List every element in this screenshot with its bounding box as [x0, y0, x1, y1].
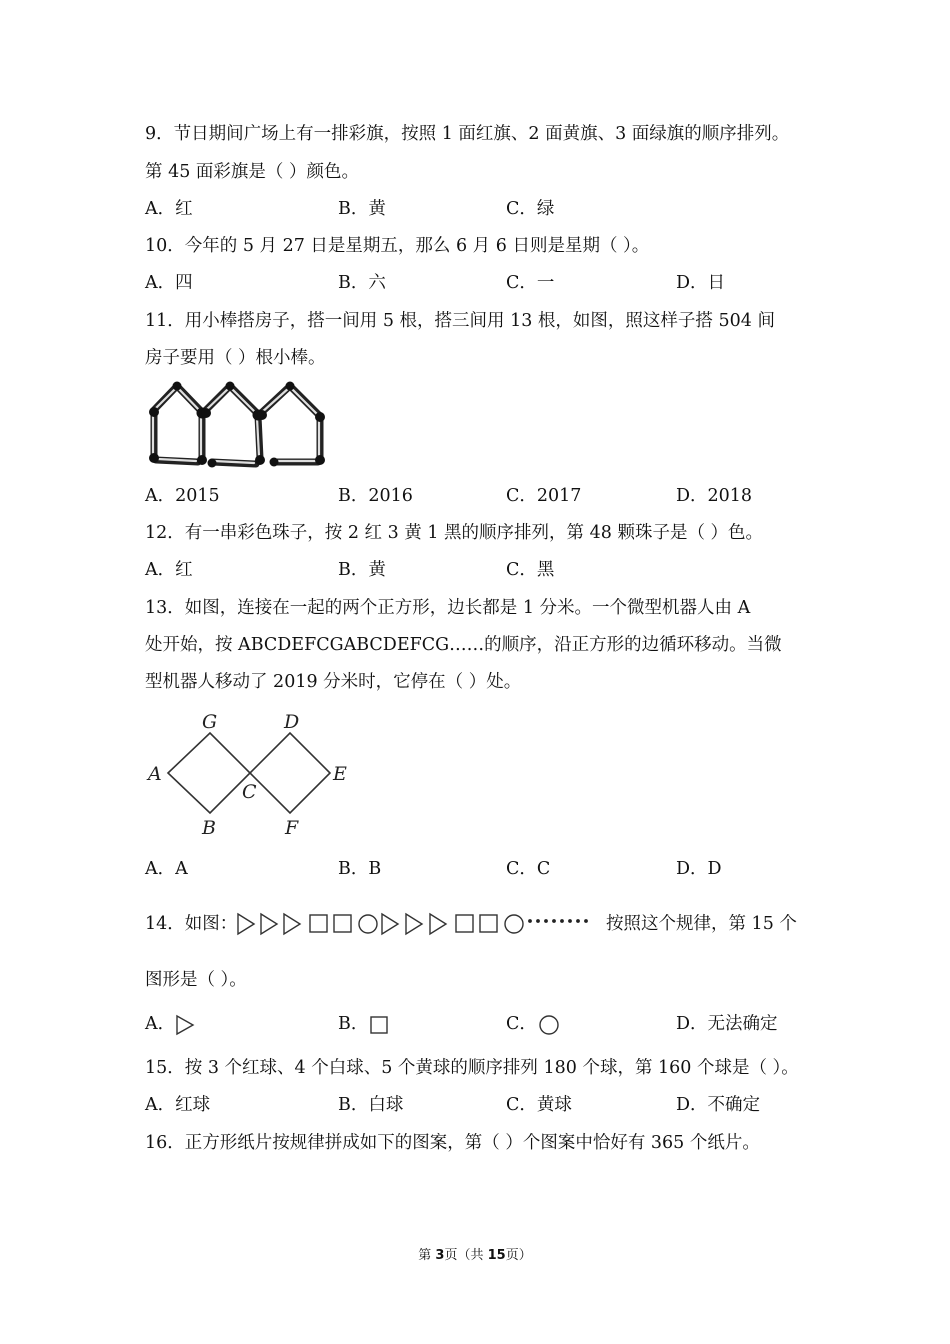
q14-option-c-prefix: C． — [506, 1014, 537, 1034]
q13-option-d: D．D — [676, 859, 722, 879]
q14-option-d: D．无法确定 — [676, 1014, 778, 1034]
q11-option-b: B．2016 — [338, 486, 413, 506]
q16-line1: 16．正方形纸片按规律拼成如下的图案，第（ ）个图案中恰好有 365 个纸片。 — [145, 1133, 760, 1153]
q15-option-c: C．黄球 — [506, 1095, 572, 1115]
q14-option-b — [338, 1012, 390, 1036]
label-g: G — [202, 711, 218, 733]
q13-option-c: C．C — [506, 859, 551, 879]
q13-option-b: B．B — [338, 859, 382, 879]
label-c: C — [242, 781, 257, 803]
q9-option-a: A．红 — [145, 199, 193, 219]
label-f: F — [285, 817, 299, 839]
footer-pre: 第 — [418, 1248, 436, 1263]
label-d: D — [284, 711, 300, 733]
q12-option-b: B．黄 — [338, 560, 386, 580]
square-icon — [368, 1014, 390, 1036]
q14-line2: 图形是（ ）。 — [145, 970, 247, 990]
q9-options — [145, 197, 845, 221]
circle-icon — [537, 1014, 561, 1036]
q14-option-b-prefix: B． — [338, 1014, 369, 1034]
q11-line1: 11．用小棒搭房子，搭一间用 5 根，搭三间用 13 根，如图，照这样子搭 504 间 — [145, 311, 775, 331]
q12-option-c: C．黑 — [506, 560, 555, 580]
q10-option-b: B．六 — [338, 273, 386, 293]
q10-options — [145, 271, 845, 295]
q15-line1: 15．按 3 个红球、4 个白球、5 个黄球的顺序排列 180 个球，第 160 个球是（ ）。 — [145, 1058, 799, 1078]
q15-option-d: D．不确定 — [676, 1095, 761, 1115]
q10-option-d: D．日 — [676, 273, 726, 293]
footer-post: 页） — [505, 1248, 532, 1263]
q10-option-c: C．一 — [506, 273, 555, 293]
label-b: B — [202, 817, 216, 839]
q13-line1: 13．如图，连接在一起的两个正方形，边长都是 1 分米。一个微型机器人由 A — [145, 598, 751, 618]
q12-option-a: A．红 — [145, 560, 193, 580]
q14-options — [145, 1012, 845, 1036]
q12-line1: 12．有一串彩色珠子，按 2 红 3 黄 1 黑的顺序排列，第 48 颗珠子是（ ）色。 — [145, 523, 764, 543]
q11-option-d: D．2018 — [676, 486, 753, 506]
q13-option-a: A．A — [145, 859, 188, 879]
q13-line3: 型机器人移动了 2019 分米时，它停在（ ）处。 — [145, 672, 522, 692]
q11-option-a: A．2015 — [145, 486, 220, 506]
stick-houses-figure — [144, 380, 336, 472]
q15-option-a: A．红球 — [145, 1095, 211, 1115]
q12-options — [145, 558, 845, 582]
footer-total-pages: 15 — [487, 1248, 506, 1263]
q14-option-c — [506, 1012, 561, 1036]
q14-suffix: 按照这个规律，第 15 个 — [606, 914, 797, 934]
q9-line1: 9．节日期间广场上有一排彩旗，按照 1 面红旗、2 面黄旗、3 面绿旗的顺序排列。 — [145, 124, 790, 144]
q14-option-a-prefix: A． — [145, 1014, 176, 1034]
q10-line1: 10．今年的 5 月 27 日是星期五，那么 6 月 6 日则是星期（ ）。 — [145, 236, 650, 256]
q10-option-a: A．四 — [145, 273, 193, 293]
q9-line2: 第 45 面彩旗是（ ）颜色。 — [145, 162, 359, 182]
q11-option-c: C．2017 — [506, 486, 582, 506]
q11-options — [145, 484, 845, 508]
triangle-icon — [175, 1014, 195, 1036]
q9-option-b: B．黄 — [338, 199, 386, 219]
footer-page-number: 3 — [435, 1248, 445, 1263]
q11-line2: 房子要用（ ）根小棒。 — [145, 348, 326, 368]
q13-options — [145, 857, 845, 881]
q14-prefix: 14．如图： — [145, 914, 238, 934]
footer-mid: 页（共 — [444, 1248, 488, 1263]
page-footer — [0, 1244, 950, 1263]
q15-option-b: B．白球 — [338, 1095, 404, 1115]
q15-options — [145, 1093, 845, 1117]
label-a: A — [148, 763, 162, 785]
q9-option-c: C．绿 — [506, 199, 555, 219]
label-e: E — [333, 763, 347, 785]
shape-sequence-figure — [234, 910, 594, 938]
q13-line2: 处开始，按 ABCDEFCGABCDEFCG……的顺序，沿正方形的边循环移动。当微 — [145, 635, 782, 655]
q14-option-a — [145, 1012, 195, 1036]
two-squares-figure — [140, 705, 360, 845]
